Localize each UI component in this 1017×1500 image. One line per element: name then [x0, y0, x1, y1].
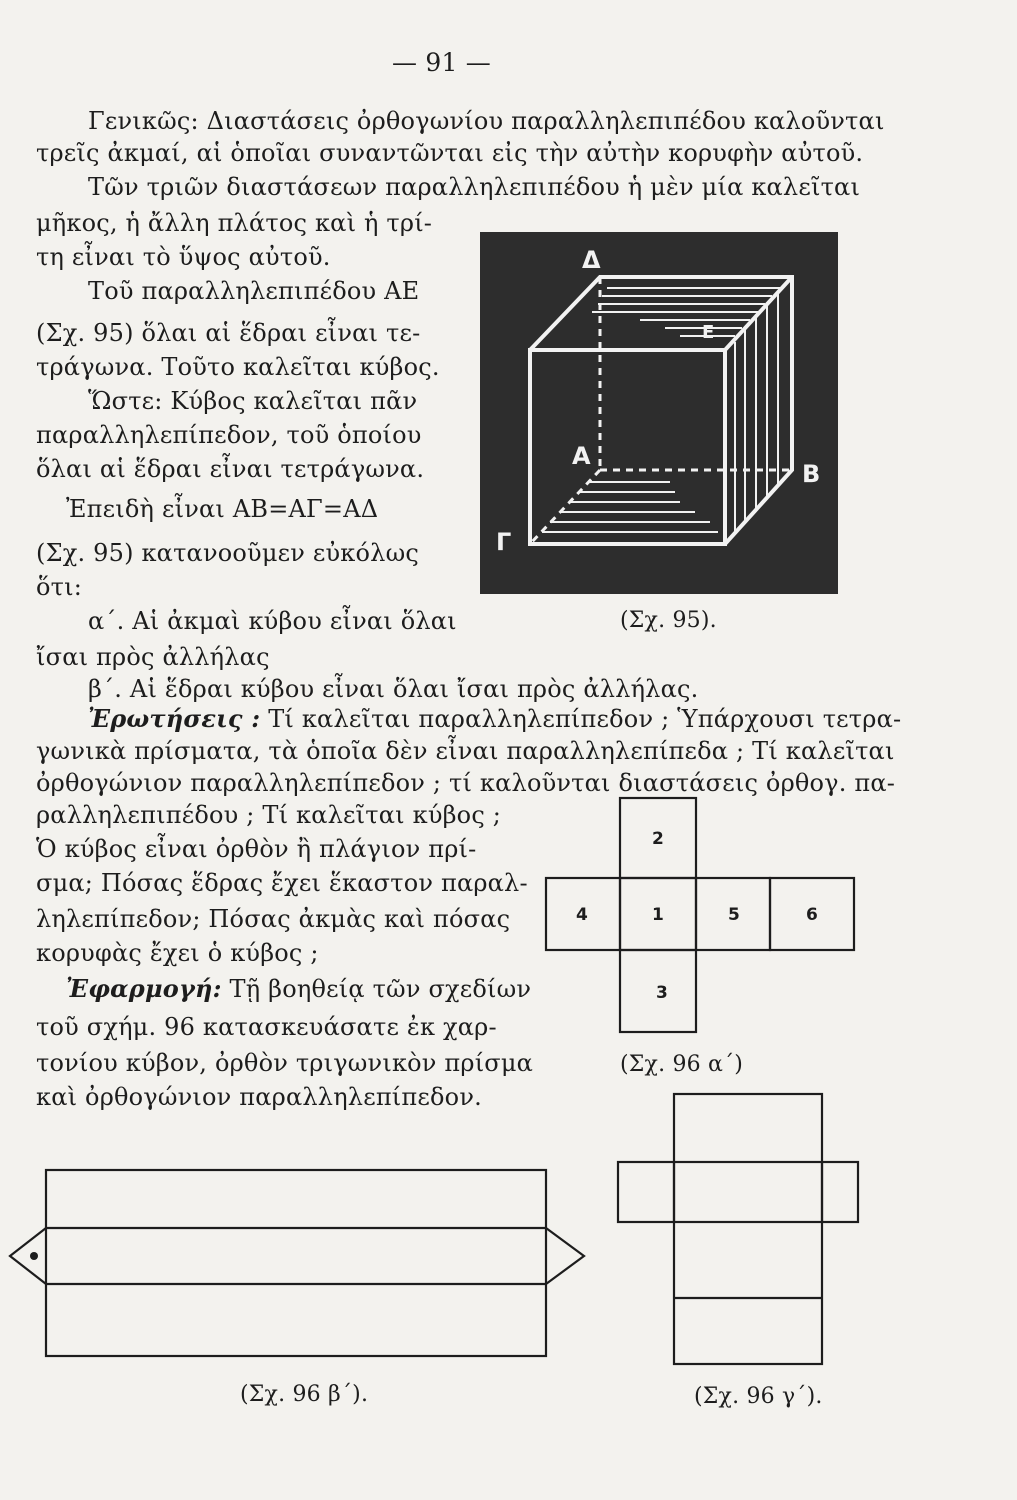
text-line: τη εἶναι τὸ ὕψος αὐτοῦ. [36, 243, 331, 271]
page-number: — 91 — [392, 48, 491, 77]
figure-95-cube [480, 232, 838, 594]
application-line: τονίου κύβον, ὀρθὸν τριγωνικὸν πρίσμα [36, 1049, 534, 1077]
text-line: Τῶν τριῶν διαστάσεων παραλληλεπιπέδου ἡ μὲν μία καλεῖται [88, 173, 861, 201]
text-line: β΄. Αἱ ἕδραι κύβου εἶναι ὅλαι ἴσαι πρὸς ἀλλήλας. [88, 675, 699, 703]
face-3: 3 [656, 983, 668, 1003]
figure-96b-prism-net [4, 1160, 598, 1366]
text-line: ὅτι: [36, 573, 83, 601]
glue-tab-mark [30, 1252, 38, 1260]
text-line: τρεῖς ἀκμαί, αἱ ὁποῖαι συναντῶνται εἰς τὴν αὐτὴν κορυφὴν αὐτοῦ. [36, 139, 864, 167]
application-label: Ἐφαρμογή: [66, 974, 222, 1003]
text-line: ἴσαι πρὸς ἀλλήλας [36, 643, 270, 671]
text-line: (Σχ. 95) κατανοοῦμεν εὐκόλως [36, 539, 419, 567]
text-line: α΄. Αἱ ἀκμαὶ κύβου εἶναι ὅλαι [88, 607, 457, 635]
text-line: ὅλαι αἱ ἕδραι εἶναι τετράγωνα. [36, 455, 425, 483]
text-line: τράγωνα. Τοῦτο καλεῖται κύβος. [36, 353, 440, 381]
application-line: τοῦ σχήμ. 96 κατασκευάσατε ἐκ χαρ- [36, 1013, 497, 1041]
questions-label: Ἐρωτήσεις : [88, 704, 261, 733]
text-line: (Σχ. 95) ὅλαι αἱ ἕδραι εἶναι τε- [36, 319, 421, 347]
face-5: 5 [728, 905, 740, 925]
text-line: Ὥστε: Κύβος καλεῖται πᾶν [88, 387, 418, 415]
figure-96b-caption: (Σχ. 96 β΄). [240, 1382, 369, 1407]
face-2: 2 [652, 829, 664, 849]
figure-96c-box-net [612, 1092, 864, 1372]
questions-line: Ἐρωτήσεις : Τί καλεῖται παραλληλεπίπεδον ; Ὑπάρχουσι τετρα- [88, 704, 902, 733]
figure-96a-caption: (Σχ. 96 α΄) [620, 1052, 744, 1077]
questions-line: γωνικὰ πρίσματα, τὰ ὁποῖα δὲν εἶναι παραλληλεπίπεδα ; Τί καλεῖται [36, 737, 895, 765]
label-delta: Δ [582, 246, 601, 274]
figure-95-caption: (Σχ. 95). [620, 608, 717, 633]
text-line: παραλληλεπίπεδον, τοῦ ὁποίου [36, 421, 422, 449]
questions-line: Ὁ κύβος εἶναι ὀρθὸν ἢ πλάγιον πρί- [36, 835, 477, 863]
text-line: μῆκος, ἡ ἄλλη πλάτος καὶ ἡ τρί- [36, 209, 433, 237]
questions-line: σμα; Πόσας ἕδρας ἔχει ἕκαστον παραλ- [36, 869, 528, 897]
face-4: 4 [576, 905, 588, 925]
questions-line: ληλεπίπεδον; Πόσας ἀκμὰς καὶ πόσας [36, 905, 511, 933]
text-line: Γενικῶς: Διαστάσεις ὀρθογωνίου παραλληλεπιπέδου καλοῦνται [88, 107, 885, 135]
label-beta: Β [802, 460, 821, 488]
application-line: Ἐφαρμογή: Τῇ βοηθείᾳ τῶν σχεδίων [66, 974, 532, 1003]
face-1: 1 [652, 905, 664, 925]
text-line: Τοῦ παραλληλεπιπέδου ΑΕ [88, 277, 420, 305]
figure-96c-caption: (Σχ. 96 γ΄). [694, 1384, 823, 1409]
label-alpha: Α [572, 442, 591, 470]
text-line: Ἐπειδὴ εἶναι ΑΒ=ΑΓ=ΑΔ [66, 495, 379, 523]
questions-line: κορυφὰς ἔχει ὁ κύβος ; [36, 939, 319, 967]
face-6: 6 [806, 905, 818, 925]
questions-line: ὀρθογώνιον παραλληλεπίπεδον ; τί καλοῦνται διαστάσεις ὀρθογ. πα- [36, 769, 896, 797]
figure-96a-cube-net [540, 796, 860, 1036]
label-epsilon: Ε [702, 322, 715, 343]
label-gamma: Γ [496, 528, 512, 556]
application-line: καὶ ὀρθογώνιον παραλληλεπίπεδον. [36, 1083, 482, 1111]
questions-line: ραλληλεπιπέδου ; Τί καλεῖται κύβος ; [36, 801, 502, 829]
